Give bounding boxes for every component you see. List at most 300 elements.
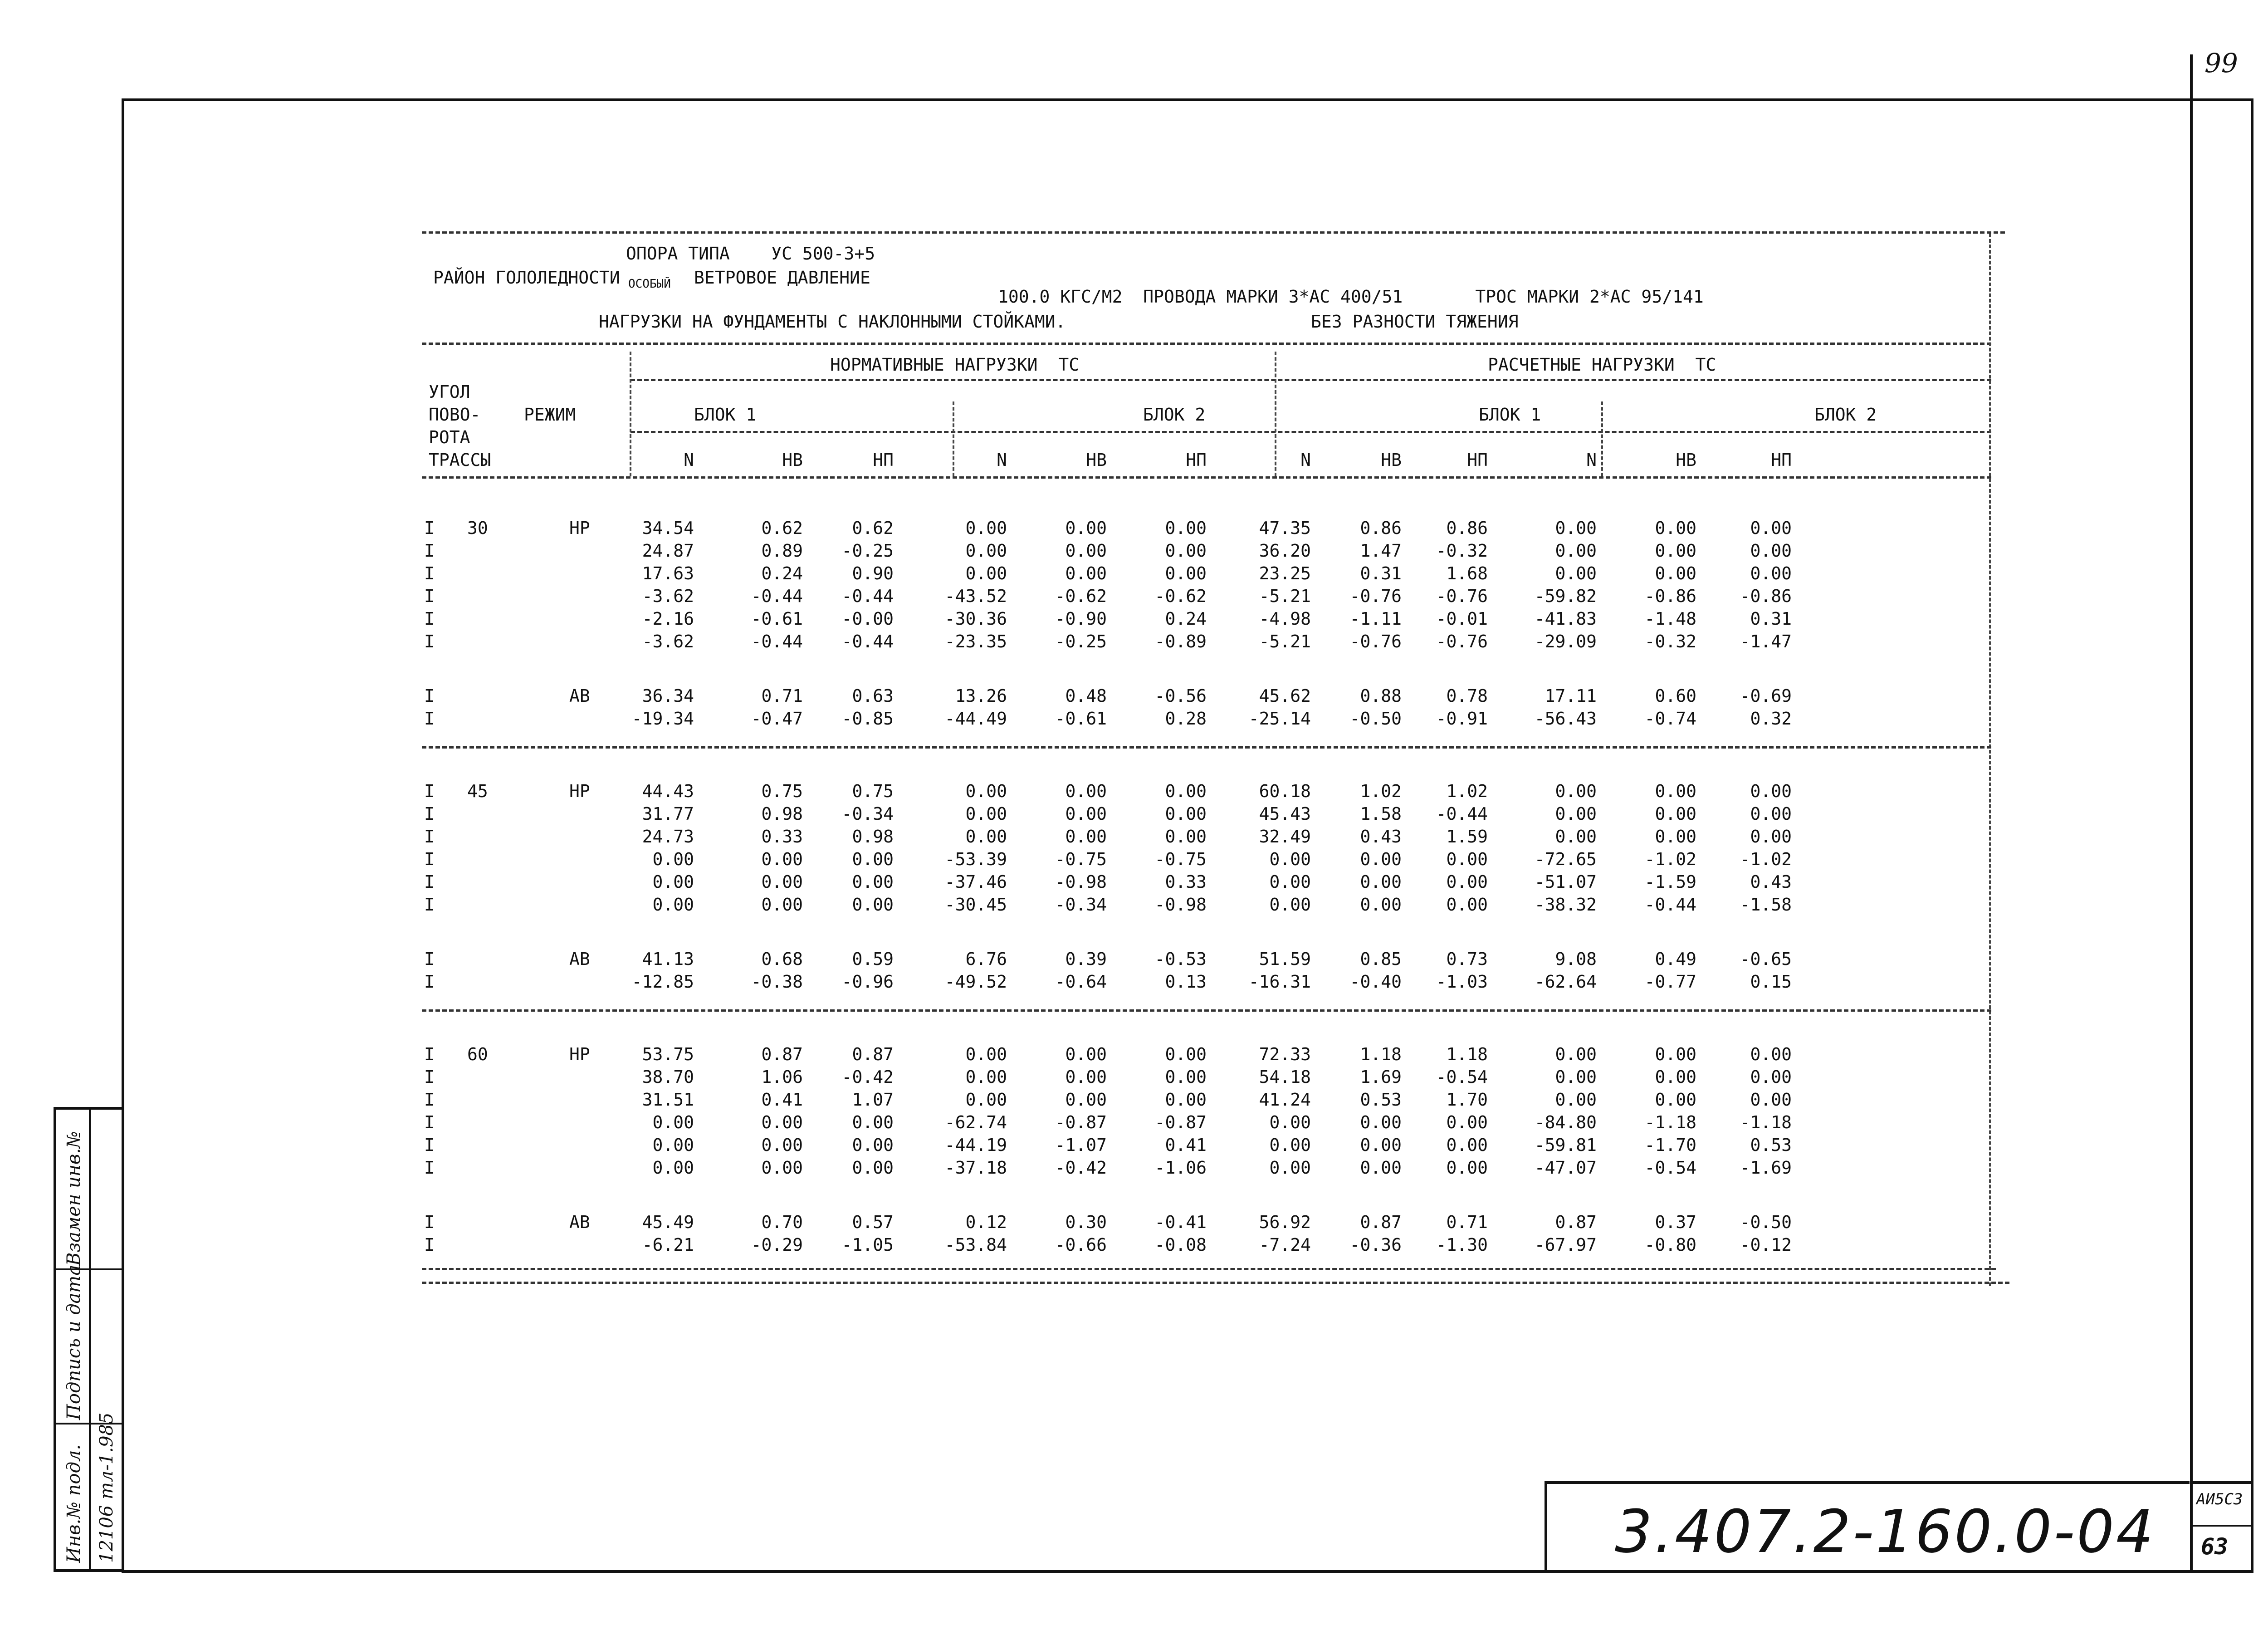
table-cell: 0.00 [652,1135,694,1155]
row-margin-mark: I [424,804,435,824]
table-cell: 0.00 [761,1158,803,1178]
row-margin-mark: I [424,686,435,706]
rule [631,379,1991,381]
table-cell: -72.65 [1534,849,1597,869]
table-cell: -0.87 [1154,1112,1207,1132]
table-cell: 0.00 [1655,563,1696,583]
angle-value: 30 [467,518,488,538]
table-cell: 0.00 [852,872,894,892]
table-cell: 45.62 [1259,686,1311,706]
table-cell: -62.74 [944,1112,1007,1132]
table-cell: -51.07 [1534,872,1597,892]
table-cell: -0.50 [1349,709,1402,729]
table-cell: 0.00 [1165,541,1207,561]
table-cell: -29.09 [1534,631,1597,651]
table-cell: -1.07 [1055,1135,1107,1155]
table-cell: -4.98 [1259,609,1311,629]
table-cell: 60.18 [1259,781,1311,801]
table-cell: 0.88 [1360,686,1402,706]
row-margin-mark: I [424,895,435,915]
table-cell: 0.70 [761,1212,803,1232]
table-cell: -0.50 [1740,1212,1792,1232]
table-cell: 0.00 [852,1135,894,1155]
table-cell: -0.44 [841,586,894,606]
table-cell: -0.53 [1154,949,1207,969]
table-cell: -0.66 [1055,1235,1107,1255]
table-cell: 0.87 [852,1044,894,1064]
col-divider [953,401,954,476]
table-cell: 0.00 [1065,541,1107,561]
table-cell: 36.34 [642,686,694,706]
table-cell: 0.00 [1750,563,1792,583]
table-cell: 0.00 [761,1135,803,1155]
table-cell: 0.00 [1165,827,1207,847]
table-cell: -0.98 [1055,872,1107,892]
table-cell: 0.00 [1446,849,1488,869]
table-cell: 0.00 [1269,1135,1311,1155]
sheet-number: 99 [2204,48,2238,78]
table-cell: 0.00 [1269,1158,1311,1178]
table-cell: 0.24 [761,563,803,583]
table-cell: 0.00 [1655,1090,1696,1110]
table-cell: -0.54 [1436,1067,1488,1087]
table-cell: 0.00 [1446,1135,1488,1155]
table-cell: -0.61 [1055,709,1107,729]
table-cell: 0.53 [1750,1135,1792,1155]
table-cell: 0.33 [761,827,803,847]
table-cell: 0.00 [1165,1090,1207,1110]
table-cell: -41.83 [1534,609,1597,629]
table-cell: 0.00 [1165,804,1207,824]
table-cell: -0.64 [1055,972,1107,992]
table-cell: 0.00 [1065,563,1107,583]
row-margin-mark: I [424,518,435,538]
table-cell: 0.00 [1750,1090,1792,1110]
table-cell: 0.00 [1750,781,1792,801]
column-header: НП [873,450,894,470]
row-margin-mark: I [424,972,435,992]
table-cell: 47.35 [1259,518,1311,538]
table-cell: 0.00 [1655,1067,1696,1087]
table-cell: 0.00 [761,1112,803,1132]
angle-label-2: ПОВО- [429,405,481,425]
table-cell: -0.25 [841,541,894,561]
table-cell: 0.00 [652,849,694,869]
table-cell: 0.62 [761,518,803,538]
row-margin-mark: I [424,849,435,869]
table-cell: 0.00 [1750,827,1792,847]
table-cell: 17.63 [642,563,694,583]
table-cell: 0.87 [761,1044,803,1064]
table-cell: -56.43 [1534,709,1597,729]
stamp-replaced-inv: Взамен инв.№ [64,1131,84,1266]
row-margin-mark: I [424,949,435,969]
table-cell: 0.00 [1750,804,1792,824]
row-margin-mark: I [424,1135,435,1155]
row-margin-mark: I [424,872,435,892]
table-cell: 1.06 [761,1067,803,1087]
table-cell: -30.45 [944,895,1007,915]
table-cell: 0.00 [1555,804,1597,824]
table-cell: 0.00 [652,895,694,915]
table-cell: 0.00 [1065,781,1107,801]
table-cell: -0.40 [1349,972,1402,992]
column-header: N [684,450,694,470]
table-cell: 0.71 [761,686,803,706]
table-cell: -0.86 [1740,586,1792,606]
table-cell: -0.41 [1154,1212,1207,1232]
table-cell: 0.53 [1360,1090,1402,1110]
table-cell: 0.00 [1165,1067,1207,1087]
table-cell: -0.76 [1349,586,1402,606]
mode-value: АВ [569,949,590,969]
table-cell: 0.32 [1750,709,1792,729]
table-cell: 32.49 [1259,827,1311,847]
table-cell: -0.91 [1436,709,1488,729]
column-header: НВ [1381,450,1402,470]
table-cell: -1.70 [1644,1135,1696,1155]
table-cell: -49.52 [944,972,1007,992]
angle-value: 45 [467,781,488,801]
rule [422,1282,2009,1284]
table-cell: 0.00 [1446,872,1488,892]
table-cell: -0.86 [1644,586,1696,606]
table-cell: -59.82 [1534,586,1597,606]
table-cell: -12.85 [631,972,694,992]
side-stamp-divider [89,1110,91,1569]
row-margin-mark: I [424,563,435,583]
table-cell: 0.43 [1750,872,1792,892]
table-cell: -25.14 [1248,709,1311,729]
table-cell: 0.00 [1555,1090,1597,1110]
rule [631,431,1991,433]
table-cell: -0.74 [1644,709,1696,729]
table-cell: 0.71 [1446,1212,1488,1232]
table-cell: 0.00 [1065,804,1107,824]
table-cell: -3.62 [642,586,694,606]
table-cell: 0.00 [1165,781,1207,801]
table-cell: 0.43 [1360,827,1402,847]
table-cell: 0.39 [1065,949,1107,969]
table-cell: 0.15 [1750,972,1792,992]
table-cell: 0.90 [852,563,894,583]
table-cell: -0.36 [1349,1235,1402,1255]
table-cell: 0.00 [652,1158,694,1178]
table-cell: 41.13 [642,949,694,969]
table-cell: 0.00 [761,849,803,869]
table-cell: 24.87 [642,541,694,561]
table-cell: 0.00 [1446,1158,1488,1178]
header-line-4a: НАГРУЗКИ НА ФУНДАМЕНТЫ С НАКЛОННЫМИ СТОЙКАМИ. [599,312,1066,332]
table-cell: -0.96 [841,972,894,992]
row-margin-mark: I [424,709,435,729]
row-margin-mark: I [424,1044,435,1064]
row-margin-mark: I [424,1067,435,1087]
table-cell: -53.39 [944,849,1007,869]
table-cell: -0.42 [841,1067,894,1087]
design-block-1: БЛОК 1 [1479,405,1541,425]
table-cell: 0.37 [1655,1212,1696,1232]
table-cell: 45.43 [1259,804,1311,824]
table-cell: 0.00 [1065,1067,1107,1087]
table-cell: 0.59 [852,949,894,969]
table-cell: -0.08 [1154,1235,1207,1255]
table-cell: -0.12 [1740,1235,1792,1255]
table-cell: 0.85 [1360,949,1402,969]
table-cell: -0.44 [1436,804,1488,824]
table-cell: 0.00 [1360,849,1402,869]
table-cell: 45.49 [642,1212,694,1232]
corner-stamp-top: АИ5С3 [2196,1490,2243,1508]
table-cell: -1.30 [1436,1235,1488,1255]
table-cell: 0.00 [965,1044,1007,1064]
row-margin-mark: I [424,631,435,651]
angle-value: 60 [467,1044,488,1064]
table-cell: 0.86 [1446,518,1488,538]
table-cell: 0.00 [1750,1067,1792,1087]
table-cell: -37.46 [944,872,1007,892]
table-cell: -23.35 [944,631,1007,651]
table-cell: -67.97 [1534,1235,1597,1255]
table-cell: -0.80 [1644,1235,1696,1255]
table-cell: 0.87 [1555,1212,1597,1232]
table-cell: -47.07 [1534,1158,1597,1178]
table-cell: -6.21 [642,1235,694,1255]
table-cell: -1.02 [1644,849,1696,869]
table-cell: 0.00 [1446,1112,1488,1132]
stamp-inv-value: 12106 тл-1.985 [96,1412,117,1563]
table-cell: 0.00 [965,804,1007,824]
table-cell: -0.01 [1436,609,1488,629]
table-cell: 0.00 [1269,872,1311,892]
table-cell: -1.47 [1740,631,1792,651]
table-cell: -44.49 [944,709,1007,729]
table-cell: 0.00 [965,1067,1007,1087]
table-cell: 0.13 [1165,972,1207,992]
table-cell: 0.00 [1269,849,1311,869]
table-cell: -1.59 [1644,872,1696,892]
table-cell: 0.00 [1655,804,1696,824]
table-cell: 0.00 [1750,1044,1792,1064]
table-cell: -1.48 [1644,609,1696,629]
table-cell: -0.38 [751,972,803,992]
table-cell: 0.00 [1360,1112,1402,1132]
table-cell: 0.00 [1165,1044,1207,1064]
table-cell: -1.11 [1349,609,1402,629]
table-cell: 0.00 [1655,827,1696,847]
table-cell: -0.90 [1055,609,1107,629]
table-cell: 0.00 [761,895,803,915]
table-cell: 1.69 [1360,1067,1402,1087]
column-header: N [1586,450,1597,470]
table-cell: 24.73 [642,827,694,847]
table-cell: 0.00 [1360,895,1402,915]
printout-table [422,225,2019,1286]
table-cell: 0.63 [852,686,894,706]
table-cell: 34.54 [642,518,694,538]
angle-label-4: ТРАССЫ [429,450,491,470]
table-cell: -30.36 [944,609,1007,629]
table-cell: -0.32 [1644,631,1696,651]
table-cell: 0.98 [761,804,803,824]
table-cell: -1.58 [1740,895,1792,915]
column-header: НВ [1086,450,1107,470]
table-cell: -1.18 [1644,1112,1696,1132]
table-cell: 0.00 [1555,1067,1597,1087]
column-header: N [1300,450,1311,470]
normative-block-2: БЛОК 2 [1143,405,1206,425]
table-cell: -0.75 [1154,849,1207,869]
table-cell: 0.00 [1360,1158,1402,1178]
table-cell: -0.44 [841,631,894,651]
stamp-signature-date: Подпись и дата [64,1264,84,1420]
table-cell: 0.89 [761,541,803,561]
angle-label-1: УГОЛ [429,382,470,402]
table-cell: 1.18 [1446,1044,1488,1064]
angle-label-3: РОТА [429,427,470,447]
table-cell: 0.73 [1446,949,1488,969]
table-cell: 56.92 [1259,1212,1311,1232]
table-cell: 0.00 [852,895,894,915]
design-header: РАСЧЕТНЫЕ НАГРУЗКИ ТС [1488,355,1716,375]
table-cell: 0.30 [1065,1212,1107,1232]
table-cell: 0.00 [1555,541,1597,561]
table-cell: 0.00 [1750,518,1792,538]
header-line-2b: ВЕТРОВОЕ ДАВЛЕНИЕ [694,268,870,288]
table-cell: 31.77 [642,804,694,824]
table-cell: 0.75 [852,781,894,801]
column-header: НВ [782,450,803,470]
table-cell: 0.62 [852,518,894,538]
table-cell: 0.68 [761,949,803,969]
table-cell: -0.98 [1154,895,1207,915]
table-cell: -0.77 [1644,972,1696,992]
table-cell: 0.00 [852,1112,894,1132]
table-cell: 0.00 [1165,518,1207,538]
table-cell: 0.86 [1360,518,1402,538]
table-cell: 1.07 [852,1090,894,1110]
mode-value: АВ [569,1212,590,1232]
table-cell: 0.00 [1655,518,1696,538]
table-cell: -0.75 [1055,849,1107,869]
table-cell: -62.64 [1534,972,1597,992]
table-cell: -7.24 [1259,1235,1311,1255]
table-cell: 0.00 [1065,827,1107,847]
table-cell: 23.25 [1259,563,1311,583]
table-cell: -0.47 [751,709,803,729]
table-cell: -1.03 [1436,972,1488,992]
row-margin-mark: I [424,1112,435,1132]
table-cell: 0.41 [1165,1135,1207,1155]
table-cell: -2.16 [642,609,694,629]
mode-label: РЕЖИМ [524,405,576,425]
table-cell: -1.06 [1154,1158,1207,1178]
rule [422,231,2005,234]
table-cell: 0.00 [1065,1090,1107,1110]
table-cell: 53.75 [642,1044,694,1064]
table-cell: 72.33 [1259,1044,1311,1064]
table-cell: 54.18 [1259,1067,1311,1087]
table-cell: 0.87 [1360,1212,1402,1232]
table-cell: 0.12 [965,1212,1007,1232]
rule [422,343,1991,345]
table-cell: 0.00 [1065,518,1107,538]
row-margin-mark: I [424,781,435,801]
sheet-number-rule [2190,54,2193,100]
table-cell: -0.00 [841,609,894,629]
table-cell: 6.76 [965,949,1007,969]
header-line-1: ОПОРА ТИПА УС 500-3+5 [626,244,875,264]
table-cell: 0.00 [965,781,1007,801]
table-cell: 0.00 [1065,1044,1107,1064]
table-cell: 0.41 [761,1090,803,1110]
table-cell: -0.76 [1349,631,1402,651]
header-line-4b: БЕЗ РАЗНОСТИ ТЯЖЕНИЯ [1311,312,1519,332]
table-cell: -0.32 [1436,541,1488,561]
table-cell: -0.65 [1740,949,1792,969]
header-line-2a: РАЙОН ГОЛОЛЕДНОСТИ [433,268,620,288]
column-header: НВ [1676,450,1696,470]
table-cell: -0.34 [841,804,894,824]
table-cell: 0.00 [761,872,803,892]
table-cell: -0.62 [1055,586,1107,606]
table-cell: -5.21 [1259,631,1311,651]
table-cell: 1.47 [1360,541,1402,561]
row-margin-mark: I [424,586,435,606]
table-cell: 0.00 [1446,895,1488,915]
row-margin-mark: I [424,827,435,847]
table-cell: -0.76 [1436,586,1488,606]
column-header: НП [1467,450,1488,470]
table-cell: -19.34 [631,709,694,729]
table-cell: -0.44 [751,631,803,651]
mode-value: НР [569,781,590,801]
table-cell: -0.42 [1055,1158,1107,1178]
table-cell: -3.62 [642,631,694,651]
table-cell: 0.00 [965,518,1007,538]
table-cell: 9.08 [1555,949,1597,969]
table-cell: 0.98 [852,827,894,847]
column-header: НП [1186,450,1207,470]
table-cell: 0.33 [1165,872,1207,892]
header-line-2-sub: ОСОБЫЙ [628,277,671,291]
table-cell: -0.44 [751,586,803,606]
col-divider [1601,401,1603,476]
rule [422,1268,1996,1270]
table-cell: -1.02 [1740,849,1792,869]
table-cell: -1.69 [1740,1158,1792,1178]
right-edge [1989,234,1991,1286]
table-cell: -1.05 [841,1235,894,1255]
table-cell: 1.59 [1446,827,1488,847]
row-margin-mark: I [424,1212,435,1232]
table-cell: 0.75 [761,781,803,801]
table-cell: -0.34 [1055,895,1107,915]
rule [422,746,1991,749]
col-divider [630,352,631,476]
table-cell: 0.00 [1555,827,1597,847]
table-cell: -0.69 [1740,686,1792,706]
table-cell: 0.28 [1165,709,1207,729]
table-cell: -0.56 [1154,686,1207,706]
row-margin-mark: I [424,609,435,629]
rule [422,1009,1991,1012]
frame-right-rule [2190,98,2193,1573]
table-cell: 0.00 [1360,872,1402,892]
table-cell: 0.00 [652,872,694,892]
table-cell: 0.00 [1750,541,1792,561]
table-cell: 0.00 [1655,1044,1696,1064]
